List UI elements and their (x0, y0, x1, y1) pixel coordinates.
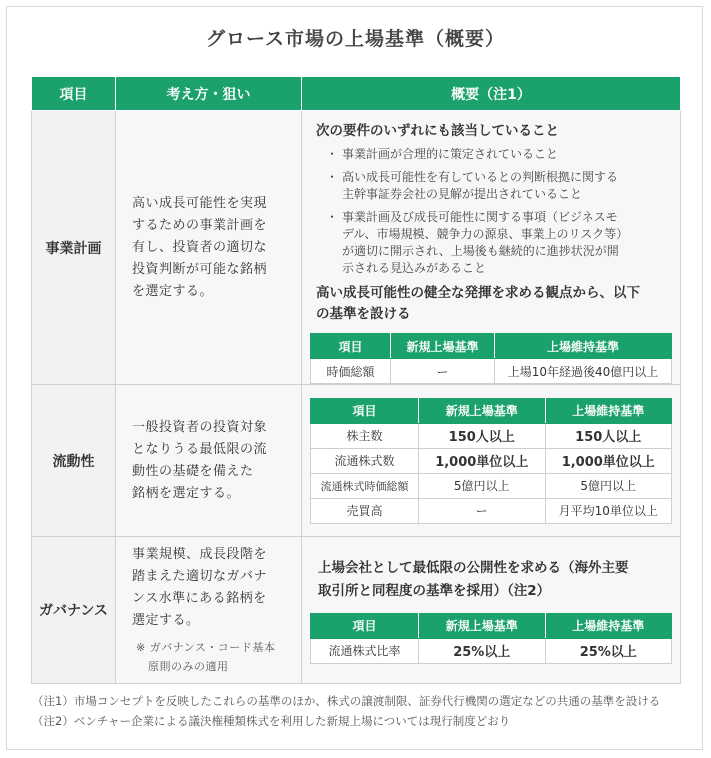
criterion-new: 1,000単位以上 (419, 448, 546, 473)
requirement-line: デル、市場規模、競争力の源泉、事業上のリスク等） (342, 227, 629, 241)
row-label-liquidity: 流動性 (32, 385, 116, 537)
sub-header-row (311, 334, 672, 359)
requirement-line: 主幹事証券会社の見解が提出されていること (342, 187, 583, 201)
footnote-1: （注1）市場コンセプトを反映したこれらの基準のほか、株式の譲渡制限、証券代行機関の選定などの共通の基準を設ける (32, 694, 661, 708)
aim-line: するための事業計画を (132, 217, 268, 233)
header-item: 項目 (32, 77, 116, 111)
table-row (311, 498, 672, 523)
row-business-plan (32, 111, 681, 385)
requirement-line: 事業計画が合理的に策定されていること (342, 147, 559, 161)
criterion-new: ー (419, 498, 546, 523)
criterion-new: 5億円以上 (419, 473, 546, 498)
criterion-new: ー (391, 359, 495, 384)
aim-business-plan (116, 111, 302, 385)
requirement-line: が適切に開示され、上場後も継続的に進捗状況が開 (342, 244, 619, 258)
aim-line: 有し、投資者の適切な (132, 239, 268, 255)
aim-line: 高い成長可能性を実現 (132, 195, 268, 211)
table-row (311, 448, 672, 473)
aim-line: 事業規模、成長段階を (132, 547, 268, 562)
sub-header-item: 項目 (311, 334, 391, 359)
market-cap-table (310, 333, 672, 384)
governance-lead (310, 557, 672, 603)
governance-note-line: ※ ガバナンス・コード基本 (136, 641, 276, 654)
aim-liquidity (116, 385, 302, 537)
sub-header-new: 新規上場基準 (419, 398, 546, 423)
governance-note-line: 原則のみの適用 (148, 660, 229, 673)
requirement-item (332, 209, 672, 277)
aim-line: 動性の基礎を備えた (132, 463, 254, 479)
table-row (311, 638, 672, 663)
growth-lead (310, 283, 672, 325)
criterion-maintain: 上場10年経過後40億円以上 (495, 359, 672, 384)
footnotes (32, 691, 660, 731)
listing-criteria-table (31, 77, 681, 684)
requirement-line: 事業計画及び成長可能性に関する事項（ビジネスモ (342, 210, 618, 224)
sub-header-new: 新規上場基準 (391, 334, 495, 359)
criterion-new: 150人以上 (419, 423, 546, 448)
aim-line: 踏まえた適切なガバナ (132, 569, 268, 584)
row-liquidity (32, 385, 681, 537)
sub-header-maintain: 上場維持基準 (545, 398, 672, 423)
header-row (32, 77, 681, 111)
requirement-item (332, 169, 672, 203)
header-overview: 概要（注1） (302, 77, 681, 111)
sub-header-item: 項目 (311, 613, 419, 638)
criterion-maintain: 5億円以上 (545, 473, 672, 498)
aim-line: 選定する。 (132, 613, 200, 628)
sub-header-maintain: 上場維持基準 (545, 613, 672, 638)
overview-business-plan (302, 111, 681, 385)
criterion-maintain: 月平均10単位以上 (545, 498, 672, 523)
table-row (311, 359, 672, 384)
aim-line: 銘柄を選定する。 (132, 485, 241, 501)
sub-header-maintain: 上場維持基準 (495, 334, 672, 359)
criterion-name: 売買高 (311, 498, 419, 523)
criterion-name: 流通株式数 (311, 448, 419, 473)
criterion-maintain: 25%以上 (545, 638, 672, 663)
criterion-new: 25%以上 (419, 638, 546, 663)
row-label-business-plan: 事業計画 (32, 111, 116, 385)
growth-lead-line: 高い成長可能性の健全な発揮を求める観点から、以下 (316, 285, 640, 301)
row-label-governance: ガバナンス (32, 537, 116, 684)
header-aim: 考え方・狙い (116, 77, 302, 111)
governance-lead-line: 上場会社として最低限の公開性を求める（海外主要 (318, 559, 629, 576)
aim-line: となりうる最低限の流 (132, 441, 268, 457)
footnote-2: （注2）ベンチャー企業による議決権種類株式を利用した新規上場については現行制度どおり (32, 714, 511, 728)
governance-lead-line: 取引所と同程度の基準を採用）（注2） (318, 582, 551, 599)
requirements-lead: 次の要件のいずれにも該当していること (316, 123, 559, 139)
sub-header-row (311, 398, 672, 423)
requirement-line: 示される見込みがあること (342, 261, 487, 275)
overview-liquidity (302, 385, 681, 537)
criterion-name: 流通株式時価総額 (311, 473, 419, 498)
criterion-maintain: 1,000単位以上 (545, 448, 672, 473)
row-governance (32, 537, 681, 684)
criterion-name: 時価総額 (311, 359, 391, 384)
sub-header-new: 新規上場基準 (419, 613, 546, 638)
requirement-line: 高い成長可能性を有しているとの判断根拠に関する (342, 170, 619, 184)
governance-criteria-table (310, 613, 672, 664)
table-row (311, 473, 672, 498)
aim-governance (116, 537, 302, 684)
sub-header-row (311, 613, 672, 638)
growth-lead-line: の基準を設ける (316, 306, 411, 322)
requirement-item (332, 146, 672, 163)
overview-governance (302, 537, 681, 684)
governance-note (132, 638, 287, 676)
page-title: グロース市場の上場基準（概要） (205, 28, 506, 50)
sub-header-item: 項目 (311, 398, 419, 423)
requirements-list (310, 146, 672, 277)
criterion-name: 株主数 (311, 423, 419, 448)
aim-line: ンス水準にある銘柄を (132, 591, 267, 606)
criterion-name: 流通株式比率 (311, 638, 419, 663)
table-row (311, 423, 672, 448)
aim-line: を選定する。 (132, 283, 214, 299)
aim-line: 一般投資者の投資対象 (132, 419, 268, 435)
aim-line: 投資判断が可能な銘柄 (132, 261, 268, 277)
liquidity-criteria-table (310, 398, 672, 524)
criterion-maintain: 150人以上 (545, 423, 672, 448)
